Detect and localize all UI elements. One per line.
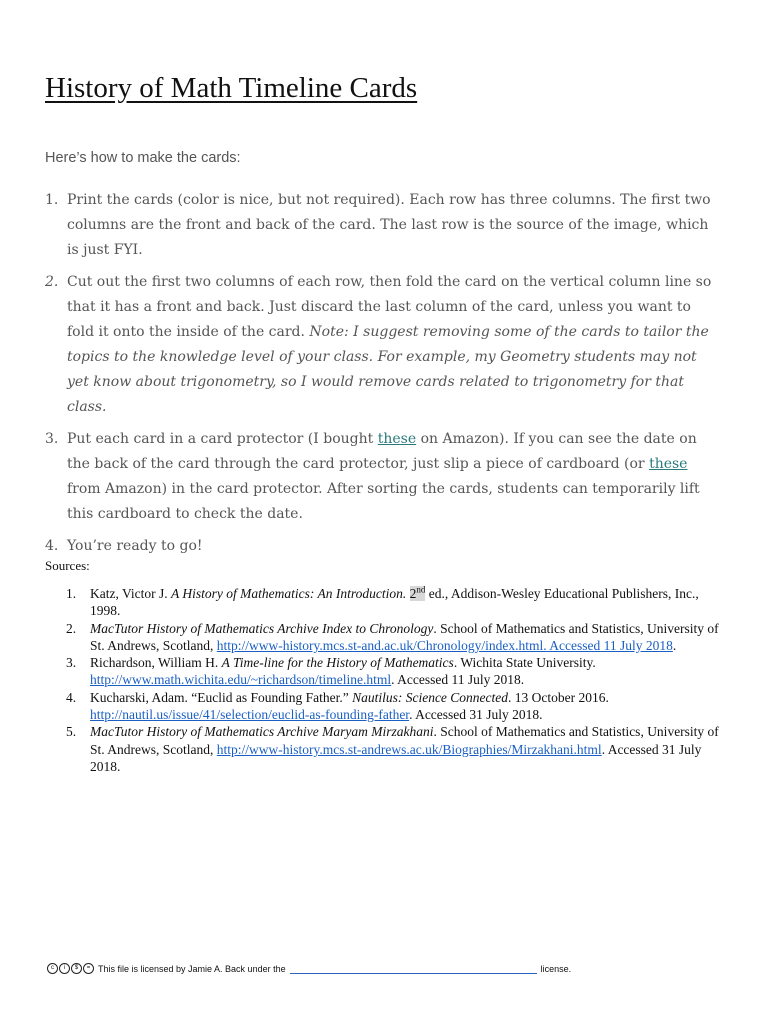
- source-number: 1.: [66, 586, 77, 601]
- attribution-icon: i: [59, 963, 70, 974]
- source-title: A History of Mathematics: An Introduction.: [171, 586, 407, 601]
- source-text: [90, 723, 726, 775]
- source-text: [90, 620, 726, 655]
- sources-heading: Sources:: [45, 558, 90, 573]
- source-title: MacTutor History of Mathematics Archive Index to Chronology: [90, 620, 434, 636]
- source-item: [66, 689, 726, 724]
- step-text: on Amazon). If you can see the date on the back of the card through the card protector, just slip a piece of cardboard (or: [67, 431, 697, 472]
- source-author: Richardson, William H.: [90, 655, 222, 671]
- source-number: 5.: [66, 724, 77, 740]
- list-item: [45, 188, 720, 263]
- source-author: Katz, Victor J.: [90, 586, 172, 601]
- source-item: [66, 654, 726, 689]
- edition-label: ed.,: [425, 586, 449, 601]
- source-title: Nautilus: Science Connected: [352, 689, 509, 705]
- source-item: [66, 620, 726, 655]
- list-item: [45, 270, 720, 420]
- noncommercial-icon: $: [71, 963, 82, 974]
- step-text: Cut out the first two columns of each row, then fold the card on the vertical column line so that it has a front and back. Just discard the last column of the card, unless you want to fold it onto the inside of the card.: [67, 274, 712, 340]
- source-publisher: . School of Mathematics and Statistics, University of St. Andrews, Scotland,: [90, 620, 719, 653]
- step-body: [67, 427, 720, 527]
- card-protector-link[interactable]: these: [377, 431, 417, 447]
- source-number: 3.: [66, 655, 77, 671]
- source-suffix: . Accessed 11 July 2018.: [391, 672, 525, 688]
- creative-commons-icon: c: [47, 963, 58, 974]
- sharealike-icon: =: [83, 963, 94, 974]
- source-url-link[interactable]: http://www-history.mcs.st-and.ac.uk/Chronology/index.html. Accessed 11 July 2018: [216, 637, 673, 653]
- source-publisher: . School of Mathematics and Statistics, University of St. Andrews, Scotland,: [90, 724, 719, 757]
- edition-number: 2: [409, 586, 417, 601]
- step-number: 1.: [45, 192, 59, 208]
- cc-license-badge: [47, 963, 94, 974]
- source-item: [66, 585, 726, 620]
- intro-text: Here’s how to make the cards:: [45, 150, 241, 166]
- step-text: from Amazon) in the card protector. After sorting the cards, students can temporarily lift this cardboard to check the date.: [67, 481, 700, 522]
- edition-highlight: [410, 586, 426, 601]
- license-footer: [47, 963, 571, 974]
- source-url-link[interactable]: http://www.math.wichita.edu/~richardson/timeline.html: [90, 672, 392, 688]
- source-publisher: Addison-Wesley Educational Publishers, Inc., 1998.: [90, 586, 699, 619]
- source-suffix: . Accessed 31 July 2018.: [90, 741, 702, 774]
- source-publisher: . 13 October 2016.: [508, 689, 609, 705]
- page-title: History of Math Timeline Cards: [45, 72, 418, 104]
- edition-suffix: nd: [416, 584, 426, 595]
- source-title: MacTutor History of Mathematics Archive Maryam Mirzakhani: [90, 724, 434, 740]
- step-number: 2.: [45, 274, 59, 290]
- source-url-link[interactable]: http://nautil.us/issue/41/selection/euclid-as-founding-father: [90, 707, 410, 723]
- source-suffix: . Accessed 31 July 2018.: [409, 707, 543, 723]
- source-text: [90, 585, 726, 620]
- source-suffix: .: [672, 637, 677, 653]
- source-number: 4.: [66, 689, 77, 705]
- step-text: Print the cards (color is nice, but not required). Each row has three columns. The first two columns are the front and back of the card. The last row is the source of the image, which is just FYI.: [67, 192, 711, 258]
- license-text: This file is licensed by Jamie A. Back under the: [98, 963, 286, 974]
- source-item: [66, 723, 726, 775]
- list-item: [45, 534, 720, 559]
- step-text: You’re ready to go!: [67, 538, 203, 554]
- sources-list: [66, 585, 726, 775]
- instruction-list: [45, 188, 720, 566]
- list-item: [45, 427, 720, 527]
- step-number: 4.: [45, 538, 59, 554]
- step-body: [67, 270, 720, 420]
- step-note: Note: I suggest removing some of the cards to tailor the topics to the knowledge level of your class. For example, my Geometry students may not yet know about trigonometry, so I would remove cards related to trigonometry for that class.: [67, 324, 709, 415]
- source-url-link[interactable]: http://www-history.mcs.st-andrews.ac.uk/Biographies/Mirzakhani.html: [216, 741, 602, 757]
- license-text-end: license.: [540, 963, 572, 974]
- source-text: [90, 654, 726, 689]
- source-title: A Time-line for the History of Mathematics: [221, 655, 454, 671]
- step-number: 3.: [45, 431, 59, 447]
- license-link-blank[interactable]: [290, 964, 537, 974]
- step-text: Put each card in a card protector (I bought: [67, 431, 378, 447]
- source-author: Kucharski, Adam. “Euclid as Founding Father.”: [90, 689, 353, 705]
- source-text: [90, 689, 726, 724]
- cardboard-link[interactable]: these: [649, 456, 688, 472]
- source-publisher: . Wichita State University.: [453, 655, 596, 671]
- source-number: 2.: [66, 620, 77, 636]
